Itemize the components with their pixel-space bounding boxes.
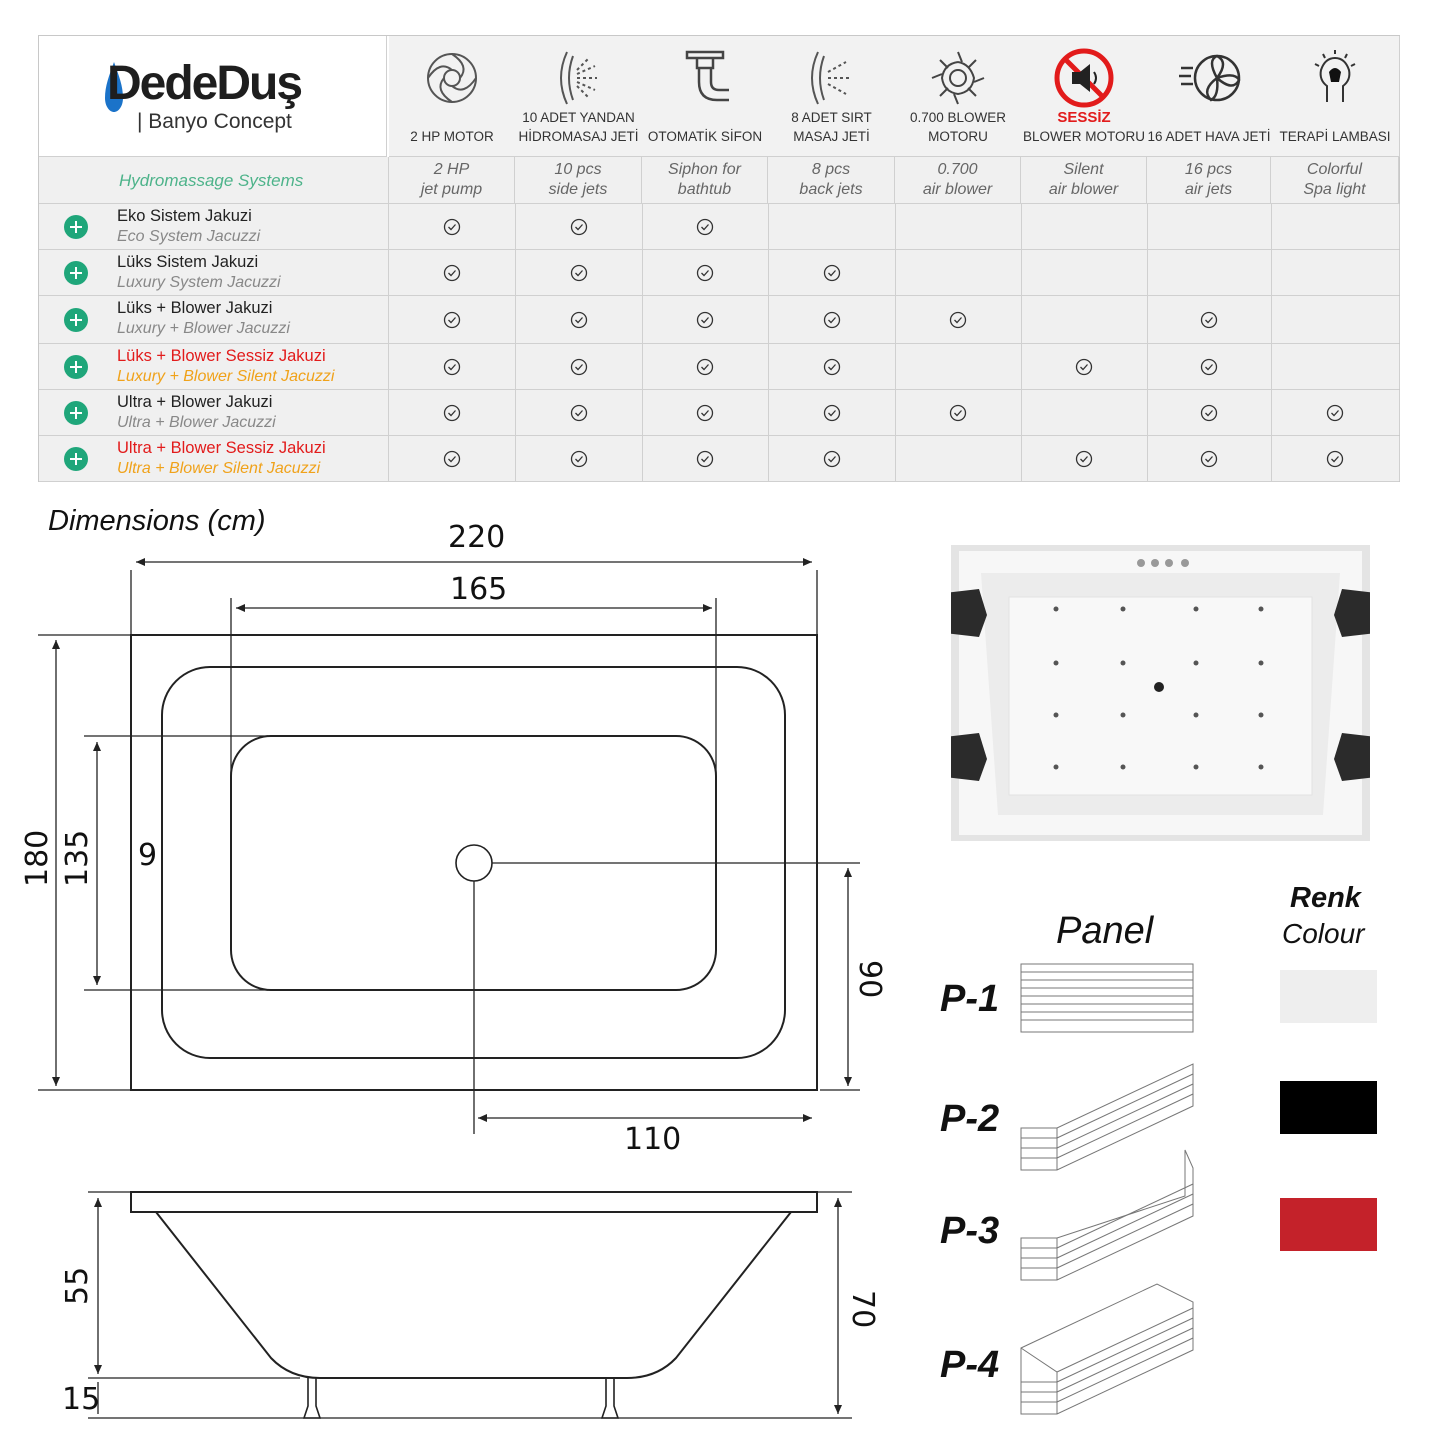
feature-label-text: OTOMATİK SİFON [647,129,763,144]
feature-en-line2: Spa light [1303,181,1366,198]
check-icon [1200,311,1218,329]
model-name-tr: Lüks + Blower Sessiz Jakuzi [117,347,326,365]
feature-highlight: SESSİZ [1057,109,1111,126]
colour-title-tr: Renk [1290,882,1361,914]
model-name-tr: Lüks Sistem Jakuzi [117,253,259,271]
dim-drain-offset: 9 [138,838,158,873]
feature-en-line2: back jets [799,181,863,198]
dim-length: 220 [448,520,506,555]
panel-diagrams [1015,958,1200,1428]
feature-en-line2: jet pump [420,181,483,198]
feature-label-text: 0.700 BLOWER MOTORU [909,110,1007,144]
feature-cell [1021,344,1148,389]
silent-icon [1052,46,1116,110]
feature-en-line1: 16 pcs [1184,161,1233,178]
colour-swatch-red[interactable] [1280,1198,1377,1251]
panel-p4-drawing [1021,1284,1193,1414]
feature-cell [895,344,1022,389]
feature-label-text: 2 HP MOTOR [410,129,494,144]
feature-header-6 [1021,36,1148,157]
model-name-tr: Ultra + Blower Jakuzi [117,393,273,411]
colour-swatch-white[interactable] [1280,970,1377,1023]
systems-title: Hydromassage Systems [119,171,304,190]
feature-cell [1271,250,1400,295]
feature-en-line2: side jets [548,181,608,198]
dim-total-height: 70 [845,1290,880,1329]
model-name-tr: Eko Sistem Jakuzi [117,207,252,225]
feature-label [1147,127,1271,146]
check-icon [949,404,967,422]
feature-cell [895,250,1022,295]
model-name-en: Ultra + Blower Jacuzzi [117,414,276,431]
tub-leg-right [602,1378,618,1418]
feature-cell [1147,250,1272,295]
dimensions-title: Dimensions (cm) [48,505,266,537]
panel-option-p3: P-3 [940,1210,1000,1252]
feature-label [1021,108,1147,146]
dim-leg: 15 [62,1382,101,1417]
panel-title: Panel [1056,910,1154,952]
dim-inner-width: 135 [60,829,95,887]
feature-header-8 [1271,36,1400,157]
feature-label-text: TERAPİ LAMBASI [1279,129,1391,144]
check-icon [1075,450,1093,468]
panel-p2-drawing [1021,1064,1193,1170]
model-name-en: Luxury + Blower Jacuzzi [117,320,290,337]
check-icon [1200,358,1218,376]
lamp-icon [1303,46,1367,110]
feature-cell [1021,250,1148,295]
brand-name: DedeDuş [107,57,302,110]
tub-leg-left [304,1378,320,1418]
feature-cell [1021,204,1148,249]
feature-label-text: 16 ADET HAVA JETİ [1147,129,1271,144]
feature-cell [1271,390,1400,435]
feature-cell [1021,296,1148,343]
check-icon [949,311,967,329]
panel-option-p1: P-1 [940,978,1000,1020]
feature-cell [1147,436,1272,481]
feature-cell [895,436,1022,481]
feature-en-line1: 2 HP [433,161,470,178]
feature-label [895,108,1021,146]
dim-inner-length: 165 [450,572,508,607]
feature-en-line1: 10 pcs [554,161,602,178]
feature-label-text: 10 ADET YANDAN HİDROMASAJ JETİ [518,110,639,144]
feature-en-line2: air jets [1184,181,1233,198]
feature-en-line2: bathtub [677,181,732,198]
feature-en-line1: Siphon for [668,161,741,178]
model-name-en: Luxury System Jacuzzi [117,274,281,291]
feature-cell [1147,390,1272,435]
colour-swatch-black[interactable] [1280,1081,1377,1134]
feature-en-line1: Silent [1063,161,1104,178]
colour-title-en: Colour [1282,918,1365,949]
feature-cell [1147,296,1272,343]
feature-en-line1: Colorful [1306,161,1363,178]
feature-label [1271,127,1399,146]
feature-cell [1271,344,1400,389]
feature-en-5 [895,157,1021,203]
feature-cell [895,296,1022,343]
air-jet-icon [1177,46,1241,110]
check-icon [1326,404,1344,422]
model-name-en: Ultra + Blower Silent Jacuzzi [117,460,321,477]
feature-cell [1021,390,1148,435]
feature-header-5 [895,36,1022,157]
feature-en-8 [1271,157,1399,203]
dim-width: 180 [20,829,55,887]
model-name-en: Eco System Jacuzzi [117,228,261,245]
panel-p1-drawing [1021,964,1193,1032]
feature-en-6 [1021,157,1147,203]
panel-option-p2: P-2 [940,1098,1000,1140]
drain [456,845,492,881]
feature-cell [895,390,1022,435]
feature-cell [1271,296,1400,343]
model-name-tr: Lüks + Blower Jakuzi [117,299,273,317]
panel-option-p4: P-4 [940,1344,1000,1386]
feature-en-line1: 8 pcs [811,161,851,178]
feature-cell [1147,344,1272,389]
tub-product-photo [951,545,1370,841]
check-icon [1200,450,1218,468]
dim-drain-x: 110 [624,1122,682,1157]
check-icon [1326,450,1344,468]
feature-en-line2: air blower [1048,181,1119,198]
feature-cell [1271,436,1400,481]
feature-cell [895,204,1022,249]
dim-depth: 55 [60,1266,95,1305]
feature-en-line1: 0.700 [937,161,978,178]
check-icon [1075,358,1093,376]
check-icon [1200,404,1218,422]
feature-cell [1147,204,1272,249]
dim-drain-y: 90 [852,960,887,999]
blower-icon [926,46,990,110]
tub-side-rim [131,1192,817,1212]
tub-side-body [156,1212,791,1378]
feature-label-text: 8 ADET SIRT MASAJ JETİ [791,110,872,144]
model-name-en: Luxury + Blower Silent Jacuzzi [117,368,335,385]
feature-label-text: BLOWER MOTORU [1022,129,1145,144]
model-name-tr: Ultra + Blower Sessiz Jakuzi [117,439,326,457]
feature-en-7 [1147,157,1271,203]
feature-en-line2: air blower [922,181,993,198]
feature-cell [1021,436,1148,481]
feature-header-7 [1147,36,1272,157]
feature-cell [1271,204,1400,249]
brand-tagline: | Banyo Concept [137,110,292,133]
